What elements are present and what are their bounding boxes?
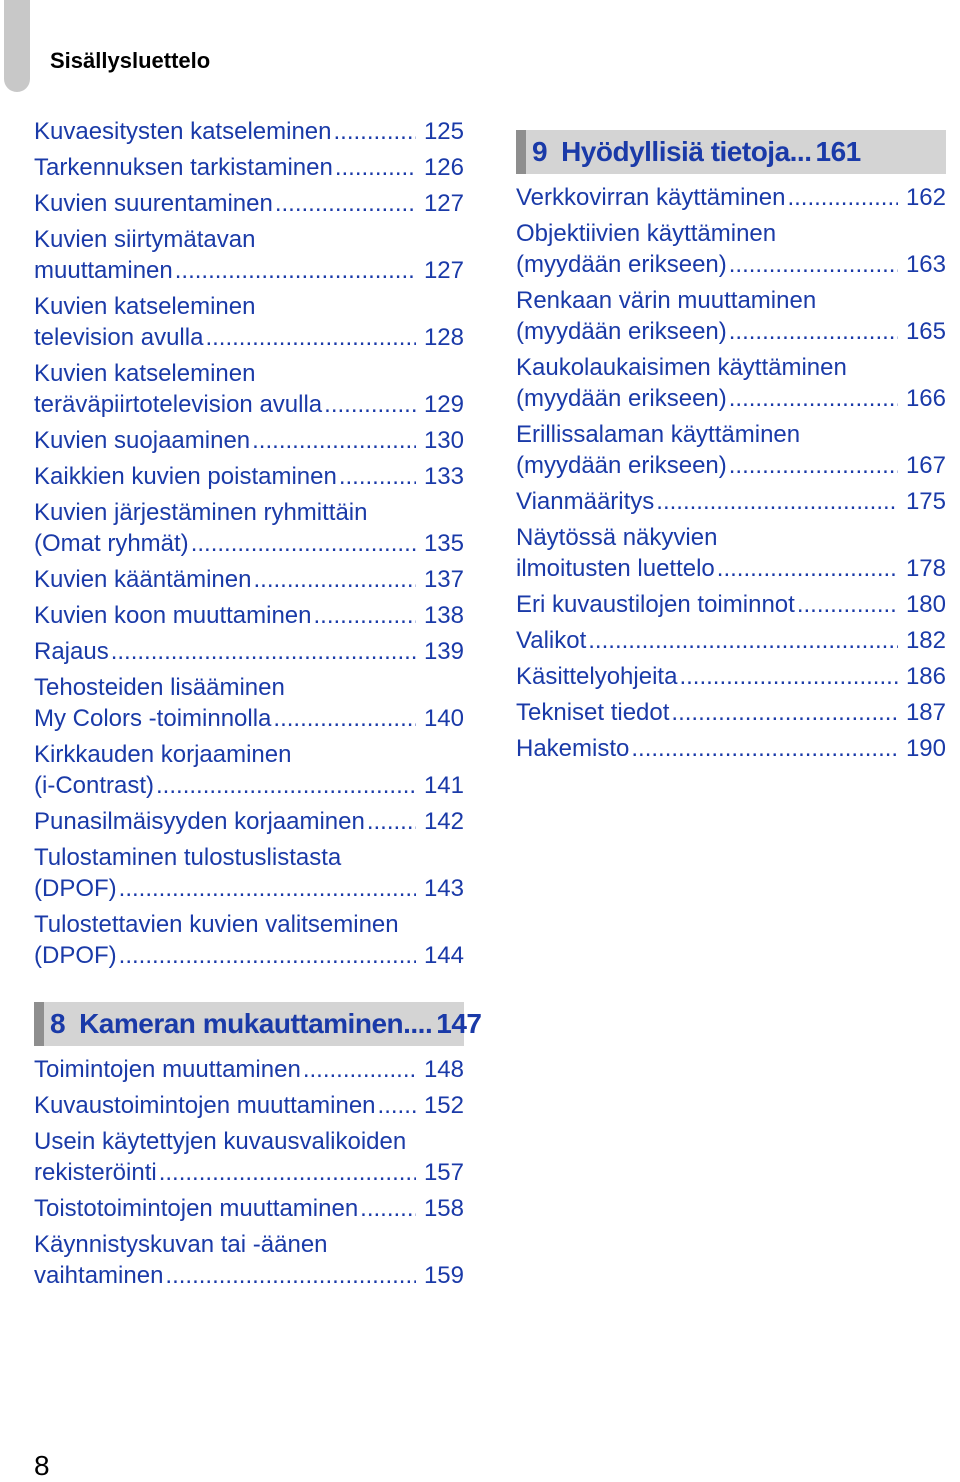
toc-leader-dots bbox=[324, 389, 416, 420]
toc-entry-title: Tekniset tiedot bbox=[516, 699, 670, 726]
toc-entry-title-line: Kuvien katseleminen bbox=[34, 360, 256, 387]
toc-leader-dots bbox=[717, 553, 898, 584]
toc-leader-dots bbox=[175, 255, 416, 286]
section-page: 147 bbox=[436, 1008, 482, 1039]
toc-entry-page: 190 bbox=[905, 735, 946, 762]
toc-entry-title-line: Kuvien siirtymätavan bbox=[34, 226, 256, 253]
toc-entry[interactable] bbox=[34, 1193, 464, 1224]
toc-entry-page: 125 bbox=[423, 118, 464, 145]
toc-entry[interactable] bbox=[34, 224, 464, 286]
section-8-header[interactable] bbox=[34, 1002, 482, 1046]
toc-leader-dots bbox=[303, 1054, 416, 1085]
toc-entry-page: 158 bbox=[423, 1195, 464, 1222]
toc-entry-title: Kuvien suurentaminen bbox=[34, 190, 273, 217]
toc-leader-dots bbox=[339, 461, 416, 492]
toc-entry-line bbox=[34, 152, 464, 183]
toc-entry-line bbox=[34, 188, 464, 219]
toc-entry-title: (i-Contrast) bbox=[34, 772, 155, 799]
toc-entry-title: (myydään erikseen) bbox=[516, 452, 727, 479]
toc-leader-dots bbox=[679, 661, 898, 692]
toc-leader-dots bbox=[787, 182, 898, 213]
section-page: 161 bbox=[815, 136, 861, 167]
toc-entry-page: 140 bbox=[423, 705, 464, 732]
toc-entry-page: 144 bbox=[423, 942, 464, 969]
toc-leader-dots bbox=[119, 873, 416, 904]
toc-entry-title-line: Käynnistyskuvan tai -äänen bbox=[34, 1231, 328, 1258]
toc-entry-title: (DPOF) bbox=[34, 875, 117, 902]
toc-entry-line bbox=[516, 733, 946, 764]
toc-entry-line bbox=[34, 255, 464, 286]
toc-entry-page: 138 bbox=[423, 602, 464, 629]
toc-entry[interactable] bbox=[34, 1126, 464, 1188]
toc-leader-dots bbox=[205, 322, 416, 353]
toc-entry-title: Toistotoimintojen muuttaminen bbox=[34, 1195, 359, 1222]
toc-entry-line bbox=[516, 450, 946, 481]
toc-entry-page: 127 bbox=[423, 257, 464, 284]
toc-entry-title: (myydään erikseen) bbox=[516, 251, 727, 278]
toc-entry-title-line: Objektiivien käyttäminen bbox=[516, 220, 777, 247]
section-8-entries bbox=[34, 1054, 464, 1291]
toc-leader-dots bbox=[156, 770, 416, 801]
toc-entry-title: Kuvien kääntäminen bbox=[34, 566, 252, 593]
toc-entry[interactable] bbox=[516, 486, 946, 517]
section-title: Kameran mukauttaminen bbox=[79, 1008, 404, 1039]
toc-entry-page: 139 bbox=[423, 638, 464, 665]
toc-leader-dots bbox=[631, 733, 898, 764]
toc-entry[interactable] bbox=[34, 461, 464, 492]
toc-entry[interactable] bbox=[516, 285, 946, 347]
toc-entry[interactable] bbox=[516, 697, 946, 728]
toc-entry-title: vaihtaminen bbox=[34, 1262, 164, 1289]
toc-entry-page: 128 bbox=[423, 324, 464, 351]
toc-entry-line bbox=[516, 486, 946, 517]
toc-entry-page: 133 bbox=[423, 463, 464, 490]
toc-entry-title: (myydään erikseen) bbox=[516, 385, 727, 412]
toc-leader-dots bbox=[275, 188, 416, 219]
toc-entry-line bbox=[34, 461, 464, 492]
toc-entry[interactable] bbox=[516, 733, 946, 764]
toc-entry-title: Kaikkien kuvien poistaminen bbox=[34, 463, 337, 490]
toc-entry-line bbox=[34, 425, 464, 456]
toc-entry-title: ilmoitusten luettelo bbox=[516, 555, 715, 582]
toc-leader-dots bbox=[729, 450, 898, 481]
toc-entry[interactable] bbox=[516, 522, 946, 584]
toc-entry-line bbox=[516, 249, 946, 280]
toc-leader-dots bbox=[729, 249, 898, 280]
toc-entry-title: Rajaus bbox=[34, 638, 109, 665]
toc-entry[interactable] bbox=[34, 188, 464, 219]
toc-entry-title: Valikot bbox=[516, 627, 587, 654]
side-tab-marker bbox=[4, 0, 30, 92]
toc-entry-line bbox=[34, 389, 464, 420]
toc-leader-dots bbox=[334, 116, 416, 147]
toc-entry-title: Tarkennuksen tarkistaminen bbox=[34, 154, 333, 181]
toc-entry[interactable] bbox=[516, 625, 946, 656]
section-dots: .... bbox=[403, 1008, 433, 1039]
toc-entry-line bbox=[34, 940, 464, 971]
toc-entry-line bbox=[516, 553, 946, 584]
toc-entry-page: 159 bbox=[423, 1262, 464, 1289]
section-9-entries bbox=[516, 182, 946, 764]
toc-leader-dots bbox=[588, 625, 898, 656]
toc-entry-title-line: Tulostaminen tulostuslistasta bbox=[34, 844, 342, 871]
toc-entry[interactable] bbox=[34, 152, 464, 183]
toc-entry-page: 143 bbox=[423, 875, 464, 902]
toc-entry-page: 162 bbox=[905, 184, 946, 211]
toc-entry-page: 130 bbox=[423, 427, 464, 454]
toc-entry-line bbox=[516, 182, 946, 213]
toc-entry-page: 175 bbox=[905, 488, 946, 515]
section-number: 8 bbox=[50, 1008, 66, 1039]
toc-entry-title: television avulla bbox=[34, 324, 204, 351]
toc-leader-dots bbox=[191, 528, 416, 559]
section-number: 9 bbox=[532, 136, 548, 167]
toc-entry-title: Kuvaustoimintojen muuttaminen bbox=[34, 1092, 376, 1119]
toc-entry-line bbox=[34, 806, 464, 837]
toc-entry-page: 137 bbox=[423, 566, 464, 593]
toc-entry[interactable] bbox=[516, 352, 946, 414]
toc-entry[interactable] bbox=[34, 806, 464, 837]
toc-entry[interactable] bbox=[516, 182, 946, 213]
toc-entry-title: muuttaminen bbox=[34, 257, 173, 284]
toc-leader-dots bbox=[165, 1260, 416, 1291]
toc-entry[interactable] bbox=[34, 1090, 464, 1121]
toc-entry-title: (myydään erikseen) bbox=[516, 318, 727, 345]
toc-leader-dots bbox=[729, 316, 898, 347]
toc-entry-line bbox=[516, 589, 946, 620]
toc-entry[interactable] bbox=[34, 1229, 464, 1291]
toc-leader-dots bbox=[729, 383, 898, 414]
toc-entry[interactable] bbox=[34, 291, 464, 353]
toc-entry-page: 165 bbox=[905, 318, 946, 345]
toc-leader-dots bbox=[119, 940, 416, 971]
toc-entry-page: 129 bbox=[423, 391, 464, 418]
toc-entry-title-line: Renkaan värin muuttaminen bbox=[516, 287, 817, 314]
toc-entry-line bbox=[34, 1260, 464, 1291]
toc-entry[interactable] bbox=[34, 600, 464, 631]
toc-leader-dots bbox=[671, 697, 898, 728]
toc-entry-page: 166 bbox=[905, 385, 946, 412]
toc-entry-line bbox=[34, 1193, 464, 1224]
toc-leader-dots bbox=[111, 636, 416, 667]
toc-entry-title: Verkkovirran käyttäminen bbox=[516, 184, 786, 211]
toc-entry[interactable] bbox=[34, 1054, 464, 1085]
toc-entry[interactable] bbox=[34, 425, 464, 456]
toc-entry-page: 167 bbox=[905, 452, 946, 479]
toc-entry-title-line: Kirkkauden korjaaminen bbox=[34, 741, 292, 768]
toc-leader-dots bbox=[335, 152, 416, 183]
toc-entry-line bbox=[34, 770, 464, 801]
toc-entry-title: Eri kuvaustilojen toiminnot bbox=[516, 591, 795, 618]
toc-entry-line bbox=[34, 528, 464, 559]
toc-entry-page: 157 bbox=[423, 1159, 464, 1186]
toc-entry-title-line: Tehosteiden lisääminen bbox=[34, 674, 285, 701]
toc-entry-page: 127 bbox=[423, 190, 464, 217]
toc-entry-title: rekisteröinti bbox=[34, 1159, 157, 1186]
toc-entry-page: 126 bbox=[423, 154, 464, 181]
toc-entry-title-line: Näytössä näkyvien bbox=[516, 524, 718, 551]
toc-leader-dots bbox=[314, 600, 416, 631]
toc-entry-page: 186 bbox=[905, 663, 946, 690]
toc-entry-page: 163 bbox=[905, 251, 946, 278]
toc-entry-line bbox=[34, 322, 464, 353]
toc-entry-line bbox=[34, 1090, 464, 1121]
toc-left-column bbox=[34, 116, 464, 976]
toc-entry-line bbox=[34, 873, 464, 904]
toc-entry-title-line: Tulostettavien kuvien valitseminen bbox=[34, 911, 399, 938]
toc-entry-line bbox=[516, 625, 946, 656]
toc-entry[interactable] bbox=[34, 636, 464, 667]
toc-entry[interactable] bbox=[516, 419, 946, 481]
toc-entry-line bbox=[34, 703, 464, 734]
toc-entry-line bbox=[516, 316, 946, 347]
toc-entry-line bbox=[34, 600, 464, 631]
section-9-header[interactable] bbox=[516, 130, 946, 174]
toc-leader-dots bbox=[656, 486, 898, 517]
toc-entry-page: 141 bbox=[423, 772, 464, 799]
toc-leader-dots bbox=[159, 1157, 416, 1188]
toc-entry-line bbox=[34, 1157, 464, 1188]
toc-entry-page: 180 bbox=[905, 591, 946, 618]
toc-entry[interactable] bbox=[516, 218, 946, 280]
toc-entry[interactable] bbox=[516, 661, 946, 692]
toc-entry[interactable] bbox=[34, 564, 464, 595]
toc-entry-page: 148 bbox=[423, 1056, 464, 1083]
toc-entry[interactable] bbox=[34, 739, 464, 801]
toc-entry-page: 135 bbox=[423, 530, 464, 557]
toc-entry-title: Kuvaesitysten katseleminen bbox=[34, 118, 332, 145]
toc-entry-line bbox=[34, 116, 464, 147]
toc-entry-title-line: Usein käytettyjen kuvausvalikoiden bbox=[34, 1128, 407, 1155]
toc-entry[interactable] bbox=[34, 497, 464, 559]
toc-entry-page: 152 bbox=[423, 1092, 464, 1119]
toc-entry-line bbox=[516, 697, 946, 728]
toc-entry[interactable] bbox=[34, 909, 464, 971]
toc-leader-dots bbox=[273, 703, 416, 734]
toc-entry-line bbox=[516, 661, 946, 692]
toc-entry-title: Hakemisto bbox=[516, 735, 630, 762]
toc-entry-title-line: Erillissalaman käyttäminen bbox=[516, 421, 801, 448]
toc-entry-title-line: Kaukolaukaisimen käyttäminen bbox=[516, 354, 847, 381]
toc-entry-title-line: Kuvien järjestäminen ryhmittäin bbox=[34, 499, 368, 526]
toc-entry-title: Vianmääritys bbox=[516, 488, 655, 515]
toc-entry-line bbox=[34, 636, 464, 667]
toc-leader-dots bbox=[367, 806, 416, 837]
page-heading: Sisällysluettelo bbox=[50, 48, 211, 73]
toc-entry-line bbox=[34, 1054, 464, 1085]
toc-entry-title: Käsittelyohjeita bbox=[516, 663, 678, 690]
toc-entry[interactable] bbox=[34, 842, 464, 904]
toc-entry-title: Punasilmäisyyden korjaaminen bbox=[34, 808, 365, 835]
toc-section-8 bbox=[34, 1002, 482, 1296]
toc-entry-title: Kuvien suojaaminen bbox=[34, 427, 251, 454]
toc-entry-page: 182 bbox=[905, 627, 946, 654]
toc-entry[interactable] bbox=[34, 116, 464, 147]
toc-leader-dots bbox=[253, 564, 415, 595]
section-dots: ... bbox=[789, 136, 812, 167]
toc-entry-line bbox=[516, 383, 946, 414]
page-number: 8 bbox=[34, 1450, 50, 1481]
toc-entry-title: My Colors -toiminnolla bbox=[34, 705, 272, 732]
toc-entry-title: Kuvien koon muuttaminen bbox=[34, 602, 312, 629]
toc-entry-line bbox=[34, 564, 464, 595]
toc-entry-title: Toimintojen muuttaminen bbox=[34, 1056, 301, 1083]
toc-leader-dots bbox=[252, 425, 416, 456]
toc-entry[interactable] bbox=[34, 672, 464, 734]
toc-leader-dots bbox=[360, 1193, 416, 1224]
toc-entry-page: 187 bbox=[905, 699, 946, 726]
toc-entry[interactable] bbox=[516, 589, 946, 620]
toc-entry-title: (DPOF) bbox=[34, 942, 117, 969]
toc-entry-page: 178 bbox=[905, 555, 946, 582]
toc-entry-title-line: Kuvien katseleminen bbox=[34, 293, 256, 320]
toc-entry-title: (Omat ryhmät) bbox=[34, 530, 189, 557]
toc-right-column bbox=[516, 130, 946, 769]
toc-entry-page: 142 bbox=[423, 808, 464, 835]
toc-leader-dots bbox=[797, 589, 898, 620]
section-title: Hyödyllisiä tietoja bbox=[561, 136, 790, 167]
toc-entry-title: teräväpiirtotelevision avulla bbox=[34, 391, 323, 418]
toc-leader-dots bbox=[378, 1090, 416, 1121]
toc-entry[interactable] bbox=[34, 358, 464, 420]
